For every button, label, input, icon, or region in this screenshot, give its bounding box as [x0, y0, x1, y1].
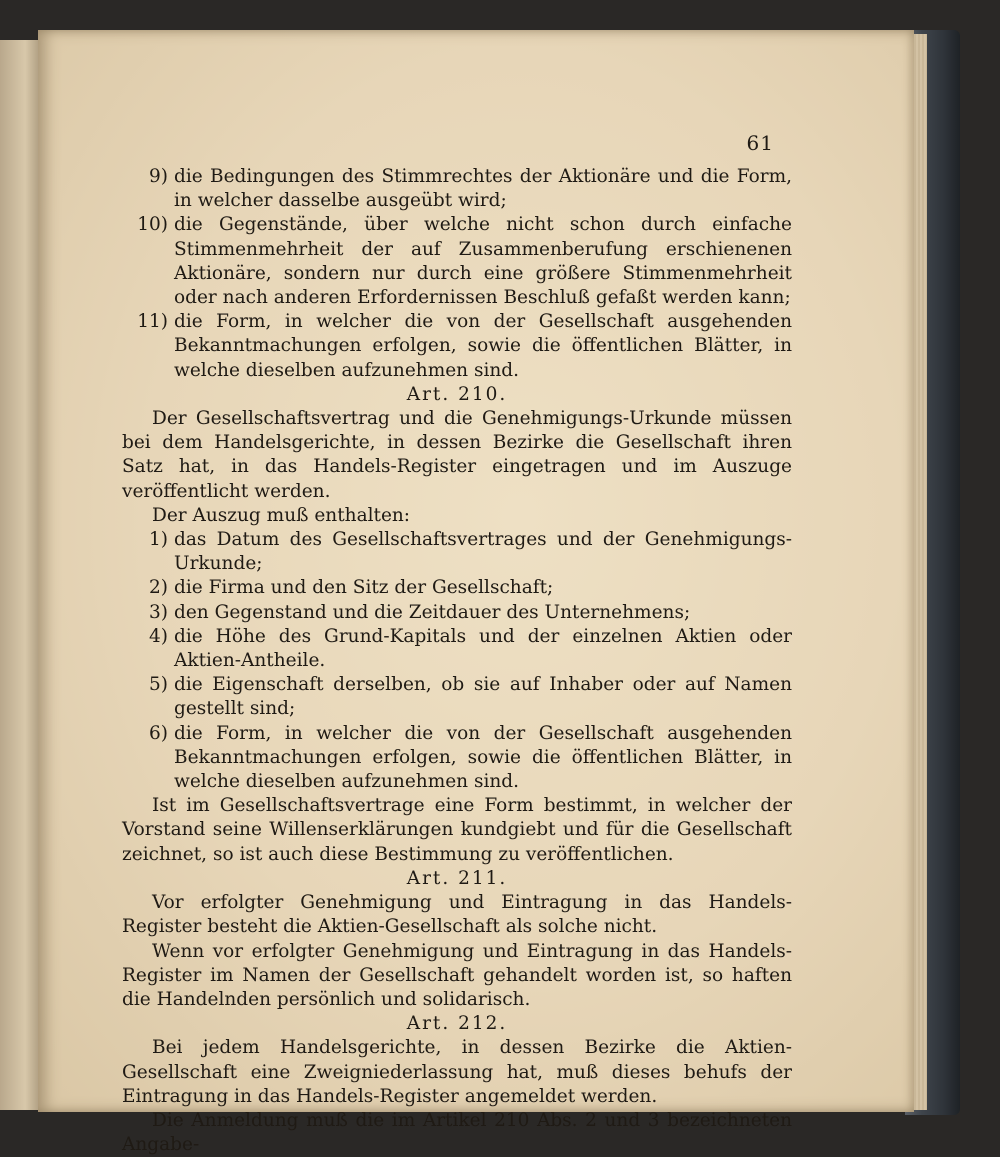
article-212-paragraph-2: Die Anmeldung muß die im Artikel 210 Abs. 2 und 3 bezeichneten Angabe-: [122, 1109, 792, 1156]
list-item-text: die Gegenstände, über welche nicht schon durch einfache Stimmenmehrheit der auf Zusammenberufung erschienenen Aktionäre, sondern nur durch eine größere Stimmenmehrheit oder nach anderen Erfordernissen Beschluß gefaßt werden kann;: [174, 214, 792, 309]
list-item: [122, 601, 792, 625]
list-item-number: 1): [149, 529, 168, 551]
list-item: [122, 528, 792, 576]
page-text: [122, 165, 792, 1157]
list-item-text: die Bedingungen des Stimmrechtes der Aktionäre und die Form, in welcher dasselbe ausgeübt wird;: [174, 166, 792, 212]
article-210-heading: Art. 210.: [406, 383, 508, 405]
page-number: 61: [746, 131, 774, 155]
list-item: [122, 576, 792, 600]
list-item-number: 11): [137, 311, 168, 333]
list-item-text: die Form, in welcher die von der Gesellschaft ausgehenden Bekanntmachungen erfolgen, sowie die öffentlichen Blätter, in welche dieselben aufzunehmen sind.: [174, 722, 792, 793]
facing-page-edge: [0, 40, 43, 1110]
article-212-heading: Art. 212.: [406, 1013, 508, 1035]
list-item-number: 10): [137, 214, 168, 236]
list-item-number: 9): [149, 166, 168, 187]
list-item-text: die Form, in welcher die von der Gesellschaft ausgehenden Bekanntmachungen erfolgen, sowie die öffentlichen Blätter, in welche dieselben aufzunehmen sind.: [174, 311, 792, 381]
list-item: [122, 213, 792, 310]
article-211-paragraph-2: Wenn vor erfolgter Genehmigung und Eintragung in das Handels-Register im Namen der Gesellschaft gehandelt worden ist, so haften die Handelnden persönlich und solidarisch.: [122, 940, 792, 1010]
list-item-number: 2): [149, 577, 168, 599]
list-item-number: 6): [149, 722, 168, 744]
list-item-text: den Gegenstand und die Zeitdauer des Unternehmens;: [174, 601, 691, 623]
article-211-paragraph-1: Vor erfolgter Genehmigung und Eintragung in das Handels-Register besteht die Aktien-Gesellschaft als solche nicht.: [122, 892, 792, 938]
list-item-text: die Höhe des Grund-Kapitals und der einzelnen Aktien oder Aktien-Antheile.: [174, 625, 792, 672]
list-item-text: die Firma und den Sitz der Gesellschaft;: [174, 577, 554, 599]
article-212-paragraph-1: Bei jedem Handelsgerichte, in dessen Bezirke die Aktien-Gesellschaft eine Zweigniederlassung hat, muß dieses behufs der Eintragung in das Handels-Register angemeldet werden.: [122, 1037, 792, 1107]
list-item: [122, 310, 792, 383]
article-210-closing: Ist im Gesellschaftsvertrage eine Form bestimmt, in welcher der Vorstand seine Willenserklärungen kundgiebt und für die Gesellschaft zeichnet, so ist auch diese Bestimmung zu veröffentlichen.: [122, 795, 792, 865]
list-item-text: das Datum des Gesellschaftsvertrages und der Genehmigungs-Urkunde;: [174, 529, 792, 575]
list-item-number: 5): [149, 674, 168, 696]
list-item: [122, 722, 792, 795]
list-item-number: 3): [149, 601, 168, 623]
list-item: [122, 165, 792, 213]
list-item-number: 4): [149, 625, 168, 647]
book-page: [38, 30, 914, 1156]
list-item: [122, 673, 792, 721]
article-210-lead: Der Auszug muß enthalten:: [152, 504, 411, 526]
article-211-heading: Art. 211.: [406, 867, 508, 889]
list-item: [122, 625, 792, 673]
list-item-text: die Eigenschaft derselben, ob sie auf Inhaber oder auf Namen gestellt sind;: [174, 674, 792, 720]
article-210-intro: Der Gesellschaftsvertrag und die Genehmigungs-Urkunde müssen bei dem Handelsgerichte, in dessen Bezirke die Gesellschaft ihren Satz hat, in das Handels-Register eingetragen und im Auszuge veröffentlicht werden.: [122, 408, 792, 502]
